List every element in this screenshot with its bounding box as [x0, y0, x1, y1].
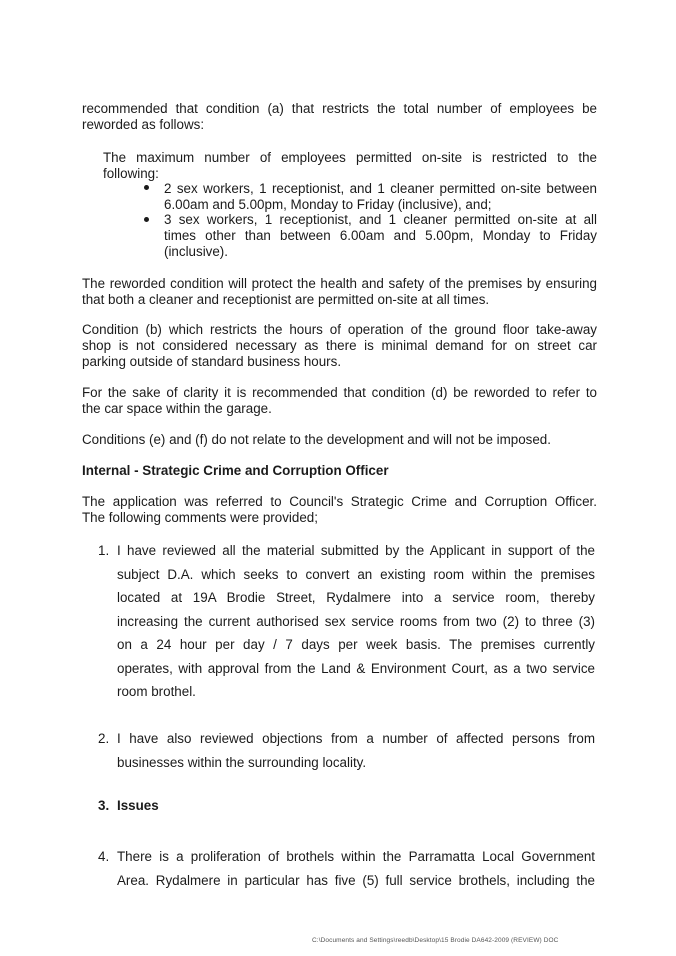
- section-heading: Internal - Strategic Crime and Corruption Officer: [82, 463, 389, 478]
- footer-file-path: C:\Documents and Settings\reedb\Desktop\15 Brodie DA642-2009 (REVIEW) DOC: [312, 937, 559, 944]
- comment-item-4: There is a proliferation of brothels within the Parramatta Local Government Area. Rydalmere in particular has five (5) full service brothels, including the: [117, 849, 595, 888]
- item-number: 2.: [98, 731, 110, 746]
- item-number: 3.: [98, 798, 110, 813]
- bullet-item-2: 3 sex workers, 1 receptionist, and 1 cleaner permitted on-site at all times other than between 6.00am and 5.00pm, Monday to Friday (inclusive).: [164, 212, 597, 259]
- bullet-item-1: 2 sex workers, 1 receptionist, and 1 cleaner permitted on-site between 6.00am and 5.00pm, Monday to Friday (inclusive), and;: [164, 181, 597, 212]
- paragraph-conditions-e-f: Conditions (e) and (f) do not relate to the development and will not be imposed.: [82, 432, 551, 447]
- bullet-icon: [144, 185, 149, 190]
- paragraph-referral: The application was referred to Council's Strategic Crime and Corruption Officer. The following comments were provided;: [82, 494, 597, 525]
- paragraph-condition-d: For the sake of clarity it is recommended that condition (d) be reworded to refer to the car space within the garage.: [82, 385, 597, 416]
- paragraph-reworded-condition: The reworded condition will protect the health and safety of the premises by ensuring that both a cleaner and receptionist are permitted on-site at all times.: [82, 276, 597, 307]
- bullet-icon: [144, 217, 149, 222]
- issues-heading: Issues: [117, 798, 159, 813]
- item-number: 4.: [98, 849, 110, 864]
- comment-item-1: I have reviewed all the material submitted by the Applicant in support of the subject D.A. which seeks to convert an existing room within the premises located at 19A Brodie Street, Rydalmere into a service room, thereby increasing the current authorised sex service rooms from two (2) to three (3) on a 24 hour per day / 7 days per week basis. The premises currently operates, with approval from the Land & Environment Court, as a two service room brothel.: [117, 543, 595, 699]
- comment-item-2: I have also reviewed objections from a number of affected persons from businesses within the surrounding locality.: [117, 731, 595, 770]
- paragraph-condition-b: Condition (b) which restricts the hours of operation of the ground floor take-away shop is not considered necessary as there is minimal demand for on street car parking outside of standard business hours.: [82, 322, 597, 369]
- item-number: 1.: [98, 543, 110, 558]
- paragraph-condition-a: recommended that condition (a) that restricts the total number of employees be reworded as follows:: [82, 101, 597, 132]
- paragraph-maximum-employees: The maximum number of employees permitted on-site is restricted to the following:: [103, 150, 597, 181]
